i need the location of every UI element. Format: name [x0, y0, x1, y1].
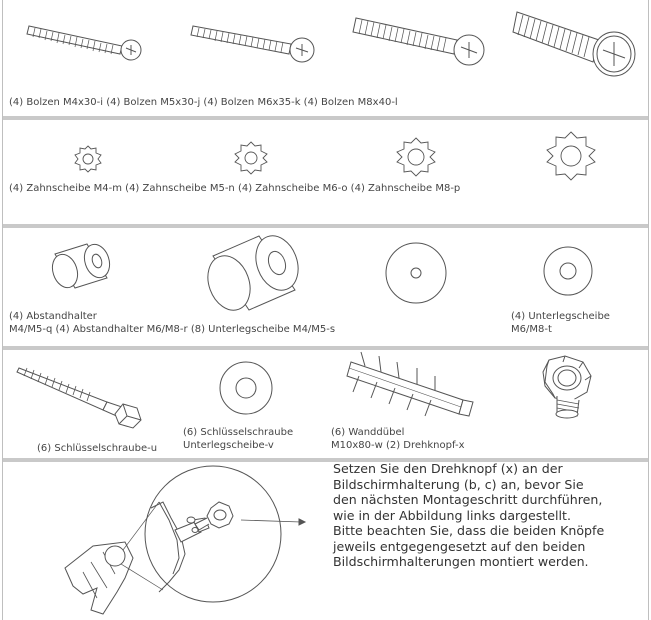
toothed-washer-m8-illustration — [543, 128, 599, 184]
toothed-washers-section — [3, 120, 648, 224]
lag-screw-washer-caption-line1: (6) Schlüsselschraube — [183, 427, 294, 438]
toothed-washer-m6-illustration — [393, 134, 439, 180]
spacer-m6-illustration — [199, 230, 309, 322]
bolts-section — [3, 0, 648, 110]
spacers-caption-line2: M4/M5-q (4) Abstandhalter M6/M8-r (8) Unterlegscheibe M4/M5-s — [9, 324, 336, 335]
instruction-section — [3, 462, 648, 620]
wall-anchor-illustration — [343, 352, 483, 432]
wall-anchor-caption-line2: M10x80-w (2) Drehknopf-x — [331, 440, 465, 451]
rotary-knob-illustration — [535, 352, 605, 422]
bolt-m4-illustration — [27, 16, 147, 60]
washer-m6-caption-line2: M6/M8-t — [511, 324, 552, 335]
spacers-caption-line1: (4) Abstandhalter — [9, 311, 97, 322]
lag-screw-washer-caption-line2: Unterlegscheibe-v — [183, 440, 274, 451]
bolt-m8-illustration — [513, 8, 638, 82]
bolt-m5-illustration — [191, 18, 321, 64]
lag-screw-washer-illustration — [216, 358, 276, 418]
spacers-section — [3, 228, 648, 346]
instruction-paragraph — [333, 461, 639, 570]
toothed-washers-caption: (4) Zahnscheibe M4-m (4) Zahnscheibe M5-n (4) Zahnscheibe M6-o (4) Zahnscheibe M8-p — [9, 183, 461, 194]
washer-m4-illustration — [383, 240, 449, 306]
instruction-line: Setzen Sie den Drehknopf (x) an der — [333, 461, 563, 476]
washer-m6-caption-line1: (4) Unterlegscheibe — [511, 311, 610, 322]
instruction-line: jeweils entgegengesetzt auf den beiden — [333, 538, 586, 554]
lag-screw-caption: (6) Schlüsselschraube-u — [37, 443, 158, 454]
washer-m6-illustration — [541, 244, 595, 298]
toothed-washer-m4-illustration — [71, 142, 105, 176]
instruction-line: wie in der Abbildung links dargestellt. — [333, 507, 571, 523]
lag-screw-illustration — [17, 358, 147, 430]
toothed-washer-m5-illustration — [231, 138, 271, 178]
bolts-caption: (4) Bolzen M4x30-i (4) Bolzen M5x30-j (4) Bolzen M6x35-k (4) Bolzen M8x40-l — [9, 97, 398, 108]
screws-section — [3, 350, 648, 458]
knob-mounting-illustration — [63, 462, 333, 620]
bolt-m6-illustration — [353, 12, 493, 70]
wall-anchor-caption-line1: (6) Wanddübel — [331, 427, 405, 438]
instruction-line: Bildschirmhalterung (b, c) an, bevor Sie — [333, 476, 584, 492]
instruction-line: Bildschirmhalterungen montiert werden. — [333, 554, 589, 569]
instruction-line: Bitte beachten Sie, dass die beiden Knöpfe — [333, 523, 605, 538]
parts-sheet — [2, 0, 649, 620]
spacer-m4-illustration — [45, 240, 115, 298]
instruction-line: den nächsten Montageschritt durchführen, — [333, 492, 603, 507]
